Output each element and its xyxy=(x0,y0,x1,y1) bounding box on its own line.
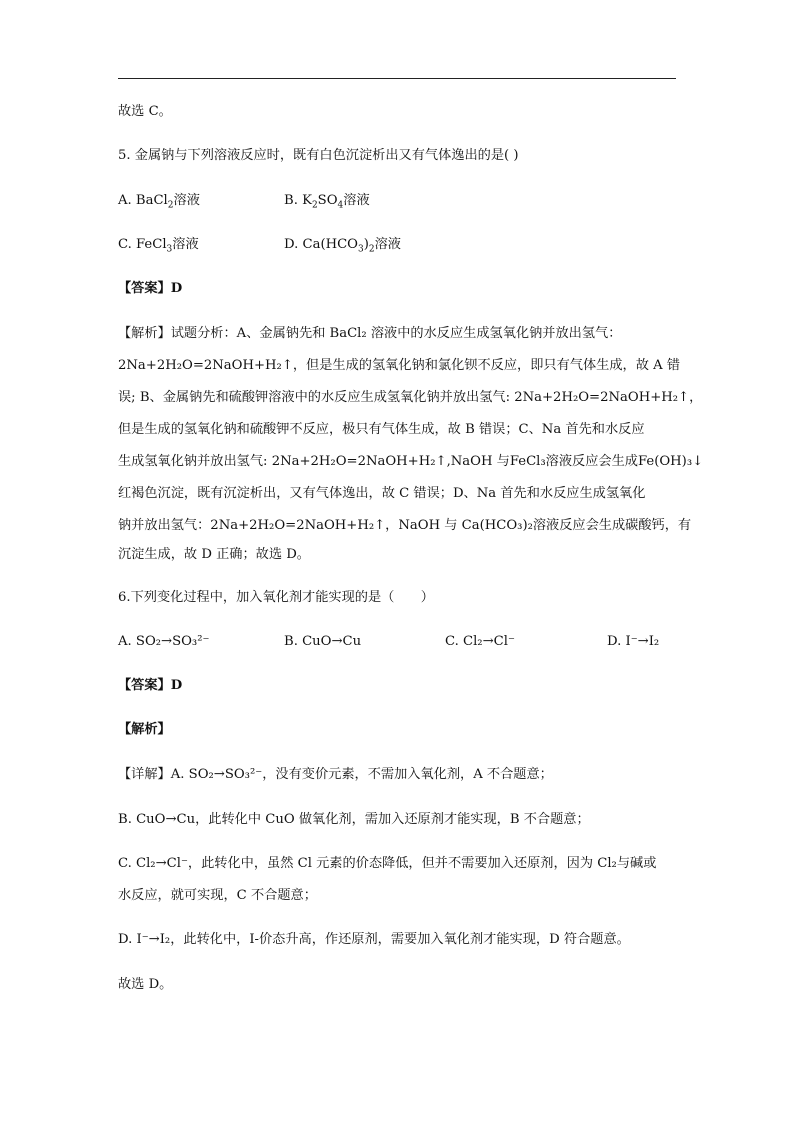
q5-answer: 【答案】D xyxy=(118,281,183,296)
q5-analysis-line: 【解析】试题分析：A、金属钠先和 BaCl₂ 溶液中的水反应生成氢氧化钠并放出氢气： xyxy=(118,326,622,341)
q5-analysis-line: 红褐色沉淀，既有沉淀析出，又有气体逸出，故 C 错误；D、Na 首先和水反应生成氢氧化 xyxy=(118,486,646,501)
q5-option-c: C. FeCl$_3$溶液 xyxy=(118,237,199,255)
q6-answer: 【答案】D xyxy=(118,678,183,693)
q6-stem: 6.下列变化过程中，加入氧化剂才能实现的是（ ） xyxy=(118,590,434,605)
q6-detail-line: C. Cl₂→Cl⁻，此转化中，虽然 Cl 元素的价态降低，但并不需要加入还原剂，因为 Cl₂与碱或 xyxy=(118,856,657,871)
q6-detail-line: B. CuO→Cu，此转化中 CuO 做氧化剂，需加入还原剂才能实现，B 不合题意； xyxy=(118,812,590,827)
q5-analysis-line: 沉淀生成，故 D 正确；故选 D。 xyxy=(118,547,310,562)
q5-analysis-line: 生成氢氧化钠并放出氢气: 2Na+2H₂O=2NaOH+H₂↑,NaOH 与FeCl₃溶液反应会生成Fe(OH)₃↓ xyxy=(118,454,704,469)
q6-option-a: A. SO₂→SO₃²⁻ xyxy=(118,634,210,649)
q6-detail-line: D. I⁻→I₂，此转化中，I-价态升高，作还原剂，需要加入氧化剂才能实现，D 符合题意。 xyxy=(118,932,630,947)
q6-option-b: B. CuO→Cu xyxy=(284,634,362,649)
header-rule xyxy=(118,78,676,79)
prev-conclusion: 故选 C。 xyxy=(118,104,172,119)
q6-option-c: C. Cl₂→Cl⁻ xyxy=(445,634,515,649)
q6-detail-line: 【详解】A. SO₂→SO₃²⁻，没有变价元素，不需加入氧化剂，A 不合题意； xyxy=(118,767,553,782)
q5-analysis-line: 但是生成的氢氧化钠和硫酸钾不反应，极只有气体生成，故 B 错误；C、Na 首先和水反应 xyxy=(118,422,645,437)
q6-detail-line: 水反应，就可实现，C 不合题意； xyxy=(118,888,317,903)
q5-analysis-line: 2Na+2H₂O=2NaOH+H₂↑，但是生成的氢氧化钠和氯化钡不反应，即只有气体生成，故 A 错 xyxy=(118,358,681,373)
q5-option-b: B. $K_2SO_4$溶液 xyxy=(284,193,370,211)
q5-analysis-line: 钠并放出氢气：2Na+2H₂O=2NaOH+H₂↑，NaOH 与 Ca(HCO₃)₂溶液反应会生成碳酸钙，有 xyxy=(118,518,692,533)
q5-stem: 5. 金属钠与下列溶液反应时，既有白色沉淀析出又有气体逸出的是( ) xyxy=(118,148,519,163)
q6-conclusion: 故选 D。 xyxy=(118,977,173,992)
q5-option-a: A. BaCl$_2$溶液 xyxy=(118,193,200,211)
q5-analysis-line: 误; B、金属钠先和硫酸钾溶液中的水反应生成氢氧化钠并放出氢气: 2Na+2H₂O=2NaOH+H₂↑， xyxy=(118,390,703,405)
q5-option-d: D. $Ca(HCO_3)_2$溶液 xyxy=(284,237,401,255)
q6-option-d: D. I⁻→I₂ xyxy=(607,634,660,649)
q6-analysis-title: 【解析】 xyxy=(118,722,171,737)
